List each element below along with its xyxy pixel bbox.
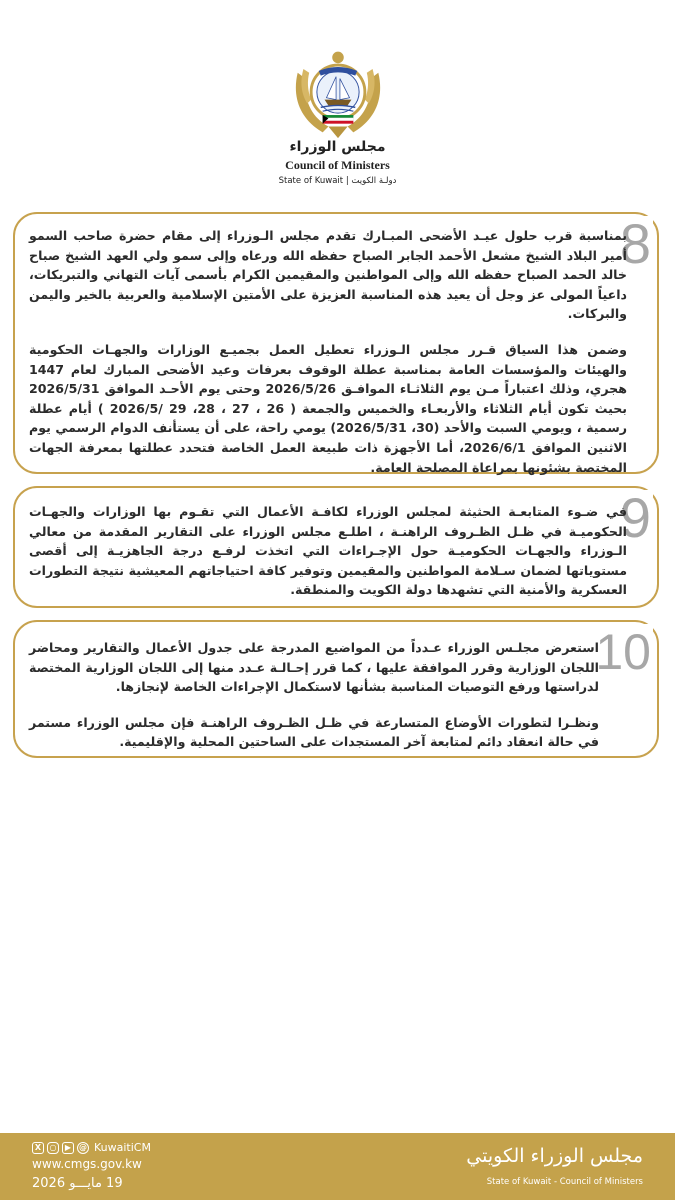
website-link[interactable]: www.cmgs.gov.kw [32,1157,142,1171]
paragraph: في ضـوء المتابعـة الحثيثة لمجلس الوزراء لكافـة الأعمال التي تقـوم بها الوزارات والجهـات الحكوميـة في ظـل الظـروف الراهنـة ، اطلـع مجلس الوزراء على التقارير المقدمة من معالي الـوزراء والجهـات الحكوميـة حول الإجـراءات التي اتخذت لرفـع درجة الجاهزيـة إلى أقصى مستوياتها لضمان سـلامة المواطنين والمقيمين وتوفير كافة احتياجاتهم المعيشية نتيجة التطورات العسكرية والأمنية التي تشهدها دولة الكويت والمنطقة. [29,504,627,598]
page-header [0,40,675,190]
paragraph: استعرض مجلـس الوزراء عـدداً من المواضيع المدرجة على جدول الأعمال والتقارير ومحاضر اللجان الوزارية وقرر الموافقة عليها ، كما قرر إحـالـة عـدد منها إلى اللجان الوزارية المختصة لدراستها ورفع التوصيات المناسبة بشأنها لاستكمال الإجراءات الخاصة لإنجازها. [29,640,599,695]
publish-date: 19 مايـــو 2026 [32,1176,123,1191]
paragraph: بمناسبة قرب حلول عيـد الأضحى المبـارك تقدم مجلس الـوزراء إلى مقام حضرة صاحب السمو أمير البلاد الشيخ مشعل الأحمد الجابر الصباح حفظه الله ورعاه وإلى سمو ولي العهد الشيخ صباح خالد الحمد الصباح حفظه الله وإلى المواطنين والمقيمين الكرام بأسمى آيات التهاني والتبريكات، داعياً المولى عز وجل أن يعيد هذه المناسبة العزيزة على الأمتين الإسلامية والعربية بالخير واليمن والبركات. [29,228,627,322]
decision-card-8 [13,212,659,474]
item-number: 8 [619,212,651,275]
social-handle[interactable]: KuwaitiCM [94,1141,151,1154]
threads-icon[interactable]: @ [79,1142,87,1152]
paragraph: وضمن هذا السياق قـرر مجلس الـوزراء تعطيل العمل بجميـع الوزارات والجهـات الحكومية والهيئات والمؤسسات العامة بمناسبة عطلة الوقوف بعرفات وعيد الأضحى المبارك لعام 1447 هجري، وذلك اعتباراً مـن يوم الثلاثـاء الموافـق 2026/5/26 وحتى يوم الأحـد الموافق 2026/5/31 بحيث تكون أيام الثلاثاء والأربعـاء والخميس والجمعة ( 26 ، 27 ، 28، 29 /2026/5 ) أيام عطلة رسمية ، ويومي السبت والأحد (30، 2026/5/31) يومي راحة، على أن يستأنف الدوام الرسمي يوم الاثنين الموافق 2026/6/1، أما الأجهزة ذات طبيعة العمل الخاصة فتحدد عطلتها بمعرفة الجهات المختصة بشئونها بمراعاة المصلحة العامة. [29,341,628,475]
kuwait-emblem-icon [290,44,386,140]
paragraph: ونظـرا لتطورات الأوضاع المتسارعة في ظـل الظـروف الراهنـة فإن مجلس الوزراء مستمر في حالة انعقاد دائم لمتابعة آخر المستجدات على الساحتين المحلية والإقليمية. [29,714,599,750]
council-name-arabic: مجلس الوزراء [289,139,386,155]
card-body [29,226,627,477]
page-footer [0,1133,675,1200]
x-icon[interactable]: X [32,1142,44,1154]
state-of-kuwait-line: State of Kuwait | دولـة الكويت [278,176,397,186]
council-name-english: Council of Ministers [285,158,390,172]
footer-council-name-english: State of Kuwait - Council of Ministers [486,1177,643,1187]
footer-council-name-arabic: مجلس الوزراء الكويتي [466,1145,643,1167]
decision-card-9 [13,486,659,608]
instagram-icon[interactable]: ○ [47,1142,59,1154]
social-links [32,1141,151,1154]
item-number: 9 [619,486,651,549]
youtube-icon[interactable]: ▶ [62,1142,74,1154]
decision-card-10 [13,620,659,758]
card-body [29,638,599,752]
item-number: 10 [595,624,651,680]
card-body [29,502,627,600]
